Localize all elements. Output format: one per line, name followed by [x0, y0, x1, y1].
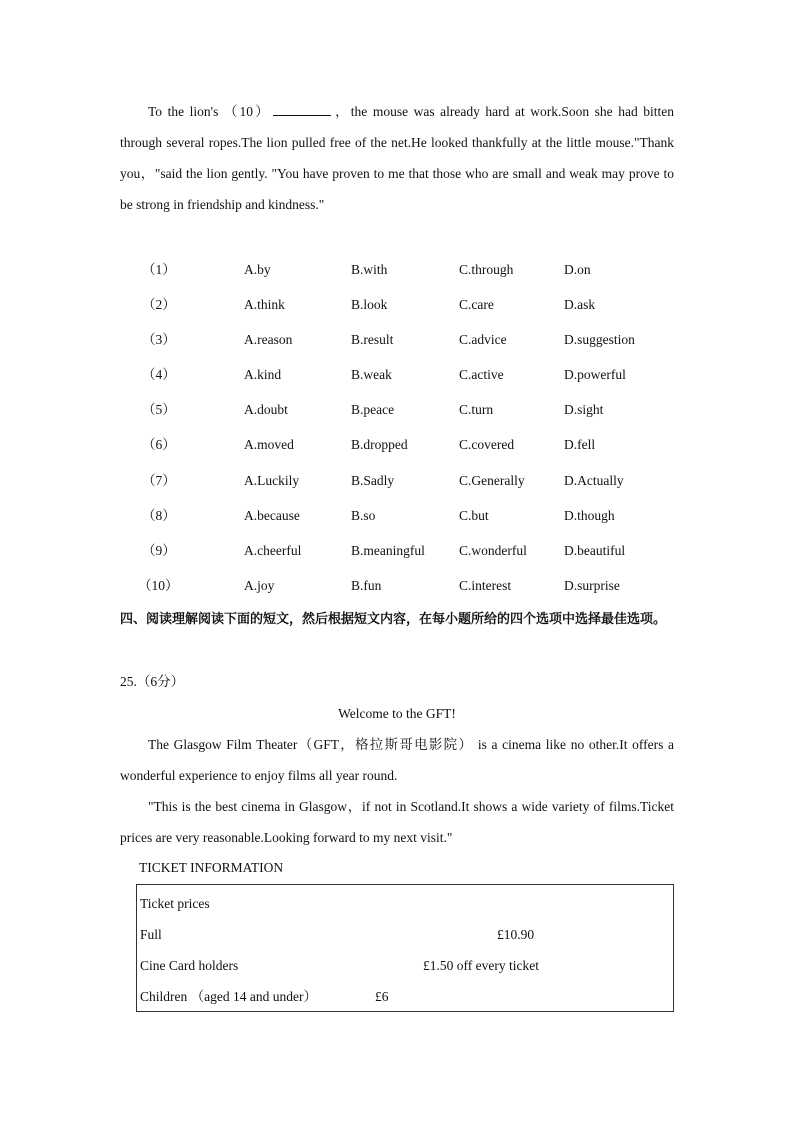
- option-c: C.care: [459, 297, 494, 313]
- option-c: C.advice: [459, 332, 507, 348]
- option-c: C.covered: [459, 437, 515, 453]
- option-number: （6）: [142, 437, 176, 453]
- option-a: A.joy: [244, 577, 275, 593]
- option-number: （3）: [142, 332, 176, 348]
- option-number: （7）: [142, 472, 176, 488]
- option-d: D.surprise: [564, 577, 620, 593]
- ticket-header: Ticket prices: [140, 896, 210, 911]
- option-c: C.wonderful: [459, 542, 527, 558]
- option-a: A.cheerful: [244, 542, 302, 558]
- option-b: B.look: [351, 297, 388, 313]
- ticket-table: [136, 884, 674, 1012]
- option-a: A.because: [244, 507, 300, 523]
- option-c: C.turn: [459, 402, 494, 418]
- story-line-rest: ，the mouse was already hard at work.Soon she had bitten through several ropes.The lion pulled free of the net.He looked thankfully at the little mouse."Thank you，"said the lion gently. "You have proven to me that those who are small and weak may prove to be strong in friendship and kindness.": [120, 104, 675, 212]
- option-c: C.active: [459, 367, 504, 383]
- story-line-prefix: To the lion's （10）: [148, 104, 271, 119]
- option-number: （8）: [142, 507, 176, 523]
- option-b: B.result: [351, 332, 394, 348]
- option-row: [120, 570, 680, 605]
- option-b: B.dropped: [351, 437, 408, 453]
- option-number: （10）: [138, 577, 179, 593]
- option-b: B.with: [351, 262, 388, 277]
- options-table: [120, 254, 680, 605]
- ticket-row-name: Cine Card holders: [140, 958, 239, 973]
- option-row: [120, 429, 680, 464]
- option-b: B.peace: [351, 402, 395, 418]
- option-c: C.interest: [459, 577, 512, 593]
- option-a: A.think: [244, 297, 285, 313]
- option-a: A.moved: [244, 437, 294, 453]
- option-number: （4）: [142, 367, 176, 383]
- option-d: D.suggestion: [564, 332, 635, 348]
- option-a: A.doubt: [244, 402, 288, 418]
- option-number: （9）: [142, 542, 176, 558]
- option-a: A.kind: [244, 367, 282, 383]
- option-a: A.Luckily: [244, 472, 300, 488]
- option-b: B.Sadly: [351, 472, 395, 488]
- option-row: [120, 359, 680, 394]
- option-b: B.so: [351, 507, 376, 523]
- option-row: [120, 289, 680, 324]
- option-b: B.weak: [351, 367, 392, 383]
- question-number: 25.（6分）: [120, 674, 185, 689]
- option-row: [120, 535, 680, 570]
- option-d: D.Actually: [564, 472, 624, 488]
- option-c: C.but: [459, 507, 489, 523]
- option-row: [120, 394, 680, 429]
- option-d: D.though: [564, 507, 615, 523]
- option-d: D.powerful: [564, 367, 626, 383]
- section-heading: 四、阅读理解阅读下面的短文，然后根据短文内容，在每小题所给的四个选项中选择最佳选项。: [120, 612, 667, 627]
- option-number: （2）: [142, 297, 176, 313]
- option-row: [120, 254, 680, 289]
- option-c: C.through: [459, 262, 514, 277]
- option-row: [120, 324, 680, 359]
- story-paragraph: [120, 96, 674, 220]
- option-d: D.beautiful: [564, 542, 626, 558]
- article-title: Welcome to the GFT!: [338, 706, 456, 721]
- ticket-row-price: £10.90: [497, 927, 535, 942]
- ticket-row-price: £1.50 off every ticket: [423, 958, 539, 973]
- option-b: B.fun: [351, 577, 382, 593]
- ticket-info-label: TICKET INFORMATION: [139, 860, 284, 875]
- option-b: B.meaningful: [351, 542, 425, 558]
- option-c: C.Generally: [459, 472, 525, 488]
- option-row: [120, 500, 680, 535]
- ticket-row-name: Full: [140, 927, 162, 942]
- option-number: （1）: [142, 262, 176, 277]
- ticket-row-name: Children （aged 14 and under）: [140, 989, 317, 1004]
- option-a: A.by: [244, 262, 271, 277]
- option-d: D.ask: [564, 297, 596, 313]
- option-d: D.on: [564, 262, 591, 277]
- article-paragraph-2: "This is the best cinema in Glasgow，if not in Scotland.It shows a wide variety of films.Ticket prices are very reasonable.Looking forward to my next visit.": [120, 799, 674, 845]
- option-d: D.sight: [564, 402, 604, 418]
- ticket-row-price: £6: [375, 989, 389, 1004]
- option-a: A.reason: [244, 332, 293, 348]
- answer-blank-10: [273, 101, 331, 116]
- option-d: D.fell: [564, 437, 596, 453]
- option-row: [120, 465, 680, 500]
- article-paragraph-1: The Glasgow Film Theater（GFT，格拉斯哥电影院） is a cinema like no other.It offers a wonderful experience to enjoy films all year round.: [120, 737, 674, 783]
- option-number: （5）: [142, 402, 176, 418]
